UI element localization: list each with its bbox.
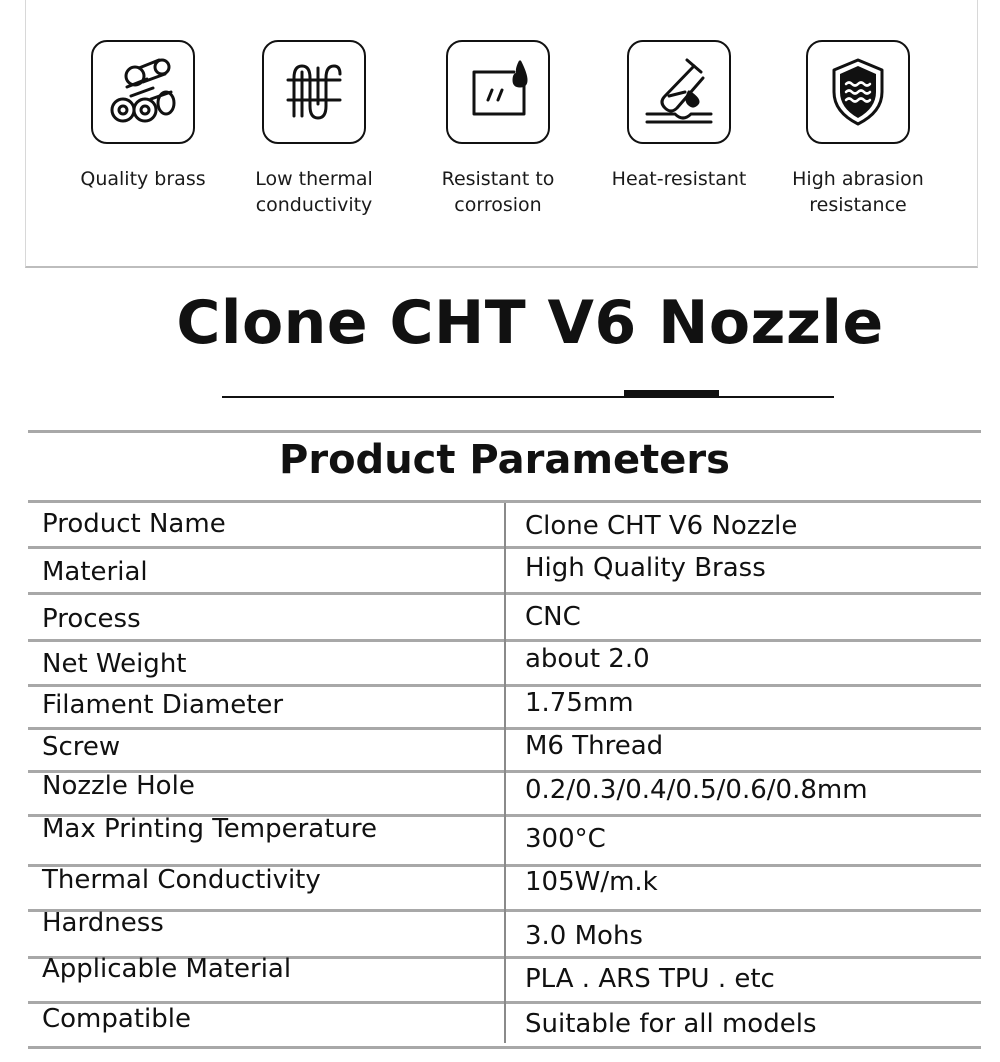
product-title: Clone CHT V6 Nozzle	[176, 288, 884, 358]
parameters-heading: Product Parameters	[28, 430, 981, 503]
brass-rods-icon	[103, 52, 183, 132]
corrosion-flame-icon	[458, 52, 538, 132]
features-panel	[25, 0, 978, 268]
param-name: Thermal Conductivity	[42, 865, 321, 895]
param-value: about 2.0	[525, 644, 650, 674]
feature-label: Resistant to corrosion	[441, 168, 555, 216]
param-name: Nozzle Hole	[42, 771, 195, 801]
feature-label: Heat-resistant	[611, 168, 747, 190]
param-name: Max Printing Temperature	[42, 814, 377, 844]
param-name: Applicable Material	[42, 954, 292, 984]
param-value: 1.75mm	[525, 688, 634, 718]
param-value: High Quality Brass	[525, 553, 766, 583]
param-name: Filament Diameter	[42, 690, 284, 720]
param-value: 105W/m.k	[525, 867, 658, 897]
column-divider	[504, 503, 506, 1043]
title-underline	[222, 396, 834, 398]
feature-heat-resistant	[584, 40, 774, 192]
param-value: PLA . ARS TPU . etc	[525, 964, 775, 994]
title-underline-accent	[624, 390, 719, 398]
param-name: Hardness	[42, 908, 164, 938]
feature-label: Low thermal conductivity	[255, 168, 373, 216]
param-name: Process	[42, 604, 141, 634]
feature-low-thermal-conductivity	[219, 40, 409, 218]
param-value: 0.2/0.3/0.4/0.5/0.6/0.8mm	[525, 775, 868, 805]
param-name: Net Weight	[42, 649, 187, 679]
feature-icon-frame	[91, 40, 195, 144]
feature-label: High abrasion resistance	[792, 168, 924, 216]
param-value: Suitable for all models	[525, 1009, 817, 1039]
param-name: Compatible	[42, 1004, 191, 1034]
param-value: CNC	[525, 602, 581, 632]
test-tube-drop-icon	[639, 52, 719, 132]
param-name: Material	[42, 557, 148, 587]
param-name: Screw	[42, 732, 121, 762]
feature-quality-brass	[48, 40, 238, 192]
feature-icon-frame	[627, 40, 731, 144]
feature-high-abrasion-resistance	[763, 40, 953, 218]
feature-icon-frame	[806, 40, 910, 144]
wave-shield-icon	[818, 52, 898, 132]
feature-resistant-to-corrosion	[403, 40, 593, 218]
feature-icon-frame	[262, 40, 366, 144]
param-value: M6 Thread	[525, 731, 664, 761]
feature-icon-frame	[446, 40, 550, 144]
param-name: Product Name	[42, 509, 226, 539]
param-value: 300°C	[525, 824, 606, 854]
param-value: 3.0 Mohs	[525, 921, 643, 951]
param-value: Clone CHT V6 Nozzle	[525, 511, 798, 541]
heating-coil-icon	[274, 52, 354, 132]
feature-label: Quality brass	[80, 168, 206, 190]
